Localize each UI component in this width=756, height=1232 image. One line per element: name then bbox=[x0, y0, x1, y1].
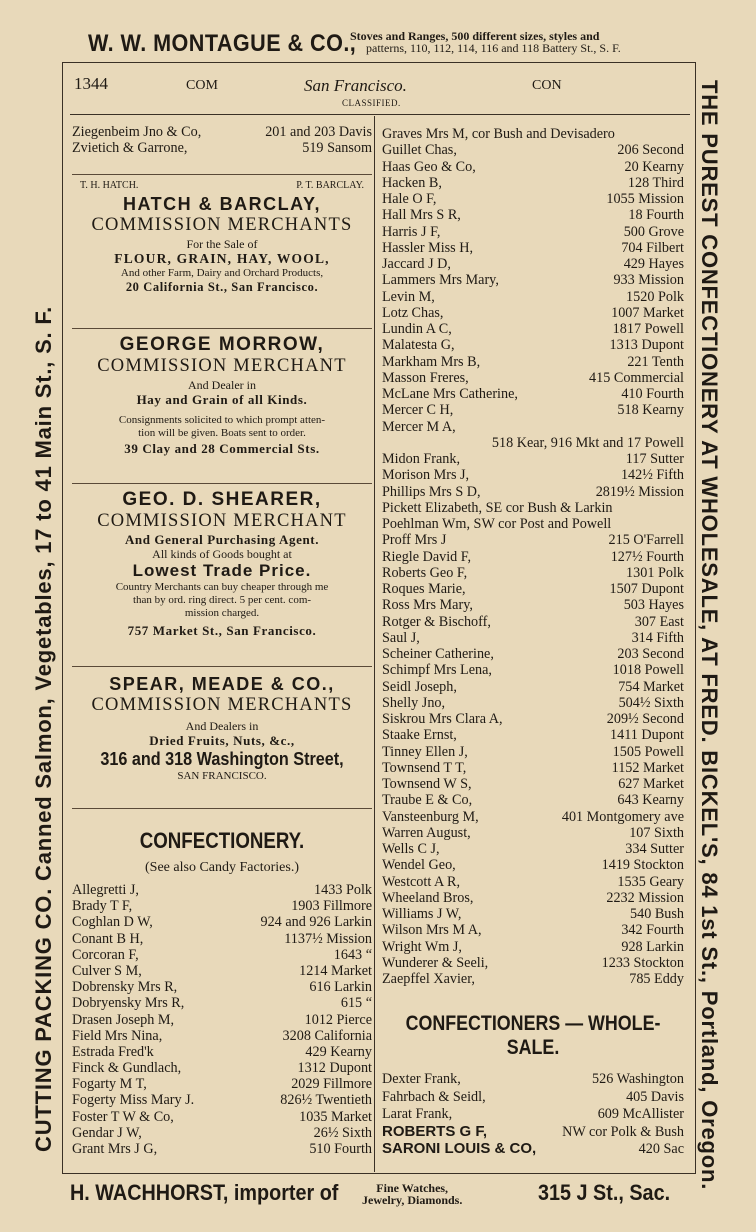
entry-address: 429 Hayes bbox=[623, 256, 684, 272]
entry-name: Shelly Jno, bbox=[382, 694, 446, 711]
entry-name: SARONI LOUIS & CO, bbox=[382, 1140, 537, 1157]
entry-address: 1007 Market bbox=[611, 304, 684, 321]
list-item bbox=[382, 516, 684, 532]
entry-address: 1313 Dupont bbox=[609, 337, 684, 354]
entry-name: Dexter Frank, bbox=[382, 1071, 461, 1087]
entry-address: 510 Fourth bbox=[309, 1141, 372, 1157]
entry-name: Malatesta G, bbox=[382, 337, 455, 354]
entry-address: 1035 Market bbox=[299, 1108, 372, 1125]
list-item bbox=[382, 662, 684, 678]
list-item bbox=[382, 1089, 684, 1107]
entry-name: Schimpf Mrs Lena, bbox=[382, 662, 492, 679]
entry-name: Siskrou Mrs Clara A, bbox=[382, 711, 503, 727]
montague-name: W. W. MONTAGUE & CO., bbox=[88, 30, 357, 57]
entry-address: 704 Filbert bbox=[621, 239, 684, 256]
entry-name: Allegretti J, bbox=[72, 882, 139, 898]
list-item: Zvietich & Garrone, 519 Sansom bbox=[72, 140, 372, 157]
entry-name: Larat Frank, bbox=[382, 1106, 453, 1122]
list-item bbox=[72, 979, 372, 995]
entry-address: 928 Larkin bbox=[621, 938, 684, 955]
entry-name: Wendel Geo, bbox=[382, 857, 456, 874]
entry-address: 117 Sutter bbox=[625, 451, 684, 467]
entry-name: Midon Frank, bbox=[382, 451, 461, 467]
list-item bbox=[382, 711, 684, 727]
entry-address: 342 Fourth bbox=[621, 922, 684, 939]
entry-name: Staake Ernst, bbox=[382, 727, 457, 744]
list-item bbox=[382, 224, 684, 240]
entry-name: Coghlan D W, bbox=[72, 914, 153, 931]
list-item bbox=[382, 614, 684, 630]
list-item bbox=[382, 890, 684, 906]
entry-address: 206 Second bbox=[617, 142, 684, 159]
list-item bbox=[382, 305, 684, 321]
entry-address: 616 Larkin bbox=[309, 979, 372, 996]
ad-separator bbox=[72, 808, 372, 809]
list-item bbox=[382, 565, 684, 581]
entry-address: 107 Sixth bbox=[629, 824, 684, 841]
entry-name: Guillet Chas, bbox=[382, 142, 457, 159]
entry-name: ROBERTS G F, bbox=[382, 1122, 488, 1140]
list-item bbox=[382, 874, 684, 890]
list-item bbox=[382, 581, 684, 597]
entry-address: 1507 Dupont bbox=[609, 581, 684, 597]
entry-name: Westcott A R, bbox=[382, 873, 461, 890]
ad-geo-shearer: GEO. D. SHEARER, COMMISSION MERCHANT And General Purchasing Agent. All kinds of Goods bought at Lowest Trade Price. Country Merchants can buy cheaper through me than by ord. ring direct. 5 per cent. com- mission charged. 757 Market St., San Francisco. bbox=[97, 489, 347, 638]
list-item bbox=[382, 256, 684, 272]
entry-address: 142½ Fifth bbox=[620, 467, 684, 484]
list-item bbox=[72, 995, 372, 1011]
entry-address: 1055 Mission bbox=[606, 191, 684, 207]
list-item bbox=[382, 532, 684, 548]
entry-name: Mercer M A, bbox=[382, 418, 456, 435]
list-item bbox=[382, 467, 684, 483]
entry-name: Foster T W & Co, bbox=[72, 1108, 174, 1125]
list-item bbox=[382, 1124, 684, 1142]
entry-name: Corcoran F, bbox=[72, 946, 139, 963]
entry-address: 1411 Dupont bbox=[610, 727, 684, 744]
confectionery-heading: CONFECTIONERY. (See also Candy Factories.) bbox=[139, 828, 305, 875]
entry-address: 307 East bbox=[634, 613, 684, 630]
list-item bbox=[382, 760, 684, 776]
entry-address: 2819½ Mission bbox=[595, 483, 684, 500]
entry-name: Roques Marie, bbox=[382, 581, 466, 597]
list-item bbox=[382, 776, 684, 792]
list-item bbox=[382, 435, 684, 451]
entry-name: Masson Freres, bbox=[382, 369, 469, 386]
page-header bbox=[70, 74, 690, 115]
column-divider bbox=[374, 116, 375, 1172]
entry-address: 334 Sutter bbox=[625, 841, 684, 857]
top-advertisement bbox=[0, 26, 756, 64]
ad-spear-meade: SPEAR, MEADE & CO., COMMISSION MERCHANTS And Dealers in Dried Fruits, Nuts, &c., 316 and 318 Washington Street, SAN FRANCISCO. bbox=[91, 674, 353, 782]
list-item bbox=[72, 914, 372, 930]
list-item bbox=[72, 882, 372, 898]
list-item bbox=[382, 646, 684, 662]
header-classified: CLASSIFIED. bbox=[342, 98, 401, 108]
entry-address: 500 Grove bbox=[623, 223, 684, 240]
entry-address: 518 Kearny bbox=[617, 402, 684, 419]
entry-address: 209½ Second bbox=[606, 711, 684, 727]
confectionery-right-list bbox=[382, 126, 684, 987]
entry-name: Hassler Miss H, bbox=[382, 239, 474, 256]
entry-address: 826½ Twentieth bbox=[280, 1092, 372, 1109]
list-item bbox=[72, 931, 372, 947]
bottom-advertisement: H. WACHHORST, importer of Fine Watches, Jewelry, Diamonds. 315 J St., Sac. bbox=[70, 1180, 671, 1207]
list-item bbox=[72, 963, 372, 979]
entry-address: 643 Kearny bbox=[617, 792, 684, 809]
entry-address: 526 Washington bbox=[592, 1071, 684, 1087]
entry-address: 26½ Sixth bbox=[313, 1124, 372, 1141]
entry-address: 203 Second bbox=[617, 646, 684, 662]
entry-name: Hacken B, bbox=[382, 174, 442, 191]
entry-name: Warren August, bbox=[382, 824, 471, 841]
entry-name: Poehlman Wm, SW cor Post and Powell bbox=[382, 516, 612, 532]
entry-address: 415 Commercial bbox=[589, 369, 684, 386]
entry-name: Pickett Elizabeth, SE cor Bush & Larkin bbox=[382, 499, 613, 516]
entry-name: Saul J, bbox=[382, 629, 420, 646]
entry-name: Lammers Mrs Mary, bbox=[382, 272, 499, 289]
list-item bbox=[382, 272, 684, 288]
entry-address: 1433 Polk bbox=[314, 882, 372, 898]
entry-name: Wunderer & Seeli, bbox=[382, 954, 489, 971]
list-item bbox=[382, 419, 684, 435]
list-item bbox=[72, 1012, 372, 1028]
entry-name: Wheeland Bros, bbox=[382, 889, 474, 906]
ad-separator bbox=[72, 666, 372, 667]
entry-name: Traube E & Co, bbox=[382, 792, 473, 809]
entry-address: 1419 Stockton bbox=[601, 857, 684, 874]
entry-name: Dobryensky Mrs R, bbox=[72, 995, 185, 1012]
entry-address: 503 Hayes bbox=[623, 597, 684, 614]
entry-name: Mercer C H, bbox=[382, 402, 454, 419]
entry-address: 2232 Mission bbox=[606, 889, 684, 906]
confectionery-left-list bbox=[72, 882, 372, 1157]
list-item bbox=[72, 1109, 372, 1125]
list-item bbox=[382, 792, 684, 808]
list-item bbox=[382, 370, 684, 386]
entry-name: Roberts Geo F, bbox=[382, 564, 468, 581]
entry-address: 754 Market bbox=[618, 678, 684, 695]
entry-name: Phillips Mrs S D, bbox=[382, 483, 481, 500]
entry-name: Drasen Joseph M, bbox=[72, 1011, 175, 1028]
entry-address: 420 Sac bbox=[638, 1141, 684, 1157]
list-item bbox=[382, 159, 684, 175]
entry-address: 314 Fifth bbox=[631, 629, 684, 646]
entry-name: Tinney Ellen J, bbox=[382, 743, 468, 760]
list-item bbox=[72, 1076, 372, 1092]
entry-name: Seidl Joseph, bbox=[382, 678, 457, 695]
entry-name: Markham Mrs B, bbox=[382, 353, 481, 370]
list-item bbox=[382, 484, 684, 500]
entry-address: 1152 Market bbox=[611, 759, 684, 776]
list-item bbox=[72, 1028, 372, 1044]
entry-address: 785 Eddy bbox=[629, 971, 684, 987]
entry-name: Grant Mrs J G, bbox=[72, 1141, 158, 1157]
list-item bbox=[382, 922, 684, 938]
entry-address: 127½ Fourth bbox=[610, 548, 684, 565]
entry-address: 540 Bush bbox=[630, 906, 684, 922]
list-item bbox=[382, 955, 684, 971]
list-item bbox=[382, 207, 684, 223]
entry-address: 1233 Stockton bbox=[601, 954, 684, 971]
entry-address: 221 Tenth bbox=[627, 353, 684, 370]
entry-address: 429 Kearny bbox=[305, 1043, 372, 1060]
entry-name: Jaccard J D, bbox=[382, 256, 451, 272]
entry-address: 1520 Polk bbox=[626, 288, 684, 305]
list-item bbox=[382, 1141, 684, 1159]
entry-name: Wells C J, bbox=[382, 841, 440, 857]
header-left-word: COM bbox=[186, 78, 218, 93]
right-margin-advertisement: THE PUREST CONFECTIONERY AT WHOLESALE, AT FRED. BICKEL'S, 84 1st St., Portland, Oregon. bbox=[697, 80, 722, 1191]
entry-address: 3208 California bbox=[282, 1027, 372, 1044]
entry-name: Vansteenburg M, bbox=[382, 808, 479, 825]
entry-name: Graves Mrs M, cor Bush and Devisadero bbox=[382, 126, 615, 142]
entry-name: Lotz Chas, bbox=[382, 304, 444, 321]
list-item bbox=[382, 727, 684, 743]
list-item bbox=[382, 841, 684, 857]
ad-george-morrow: GEORGE MORROW, COMMISSION MERCHANT And Dealer in Hay and Grain of all Kinds. Consignments solicited to which prompt atten- tion will be given. Boats sent to order. 39 Clay and 28 Commercial Sts. bbox=[97, 334, 347, 456]
list-item bbox=[382, 597, 684, 613]
entry-address: 1012 Pierce bbox=[304, 1011, 372, 1028]
entry-name: Townsend W S, bbox=[382, 776, 472, 792]
header-city: San Francisco. bbox=[304, 76, 407, 95]
entry-name: Levin M, bbox=[382, 288, 435, 305]
list-item bbox=[382, 939, 684, 955]
list-item bbox=[382, 906, 684, 922]
entry-name: Wright Wm J, bbox=[382, 938, 462, 955]
entry-address: 2029 Fillmore bbox=[291, 1076, 372, 1093]
list-item bbox=[382, 857, 684, 873]
list-item bbox=[382, 402, 684, 418]
list-item bbox=[382, 126, 684, 142]
entry-name: Riegle David F, bbox=[382, 548, 472, 565]
list-item bbox=[382, 354, 684, 370]
list-item bbox=[72, 1141, 372, 1157]
list-item bbox=[72, 898, 372, 914]
entry-name: Harris J F, bbox=[382, 223, 441, 240]
entry-name: McLane Mrs Catherine, bbox=[382, 386, 518, 402]
entry-name: Townsend T T, bbox=[382, 759, 467, 776]
entry-address: 18 Fourth bbox=[628, 207, 684, 224]
list-item bbox=[72, 947, 372, 963]
left-margin-advertisement: CUTTING PACKING CO. Canned Salmon, Vegetables, 17 to 41 Main St., S. F. bbox=[31, 305, 56, 1152]
ad-separator bbox=[72, 328, 372, 329]
entry-address: 1903 Fillmore bbox=[291, 898, 372, 915]
list-item bbox=[382, 321, 684, 337]
list-item bbox=[72, 1044, 372, 1060]
list-item bbox=[382, 809, 684, 825]
entry-name: Hall Mrs S R, bbox=[382, 207, 461, 224]
entry-name: Hale O F, bbox=[382, 191, 437, 207]
entry-name: Williams J W, bbox=[382, 906, 462, 922]
list-item bbox=[382, 679, 684, 695]
montague-details: Stoves and Ranges, 500 different sizes, styles and patterns, 110, 112, 114, 116 and 118 Battery St., S. F. bbox=[350, 29, 621, 55]
list-item bbox=[382, 971, 684, 987]
entry-name: Morison Mrs J, bbox=[382, 467, 470, 484]
entry-name: Finck & Gundlach, bbox=[72, 1060, 182, 1077]
entry-address: 20 Kearny bbox=[624, 158, 684, 175]
list-item: Ziegenbeim Jno & Co, 201 and 203 Davis bbox=[72, 124, 372, 140]
entry-address: 1535 Geary bbox=[617, 873, 684, 890]
entry-name: Haas Geo & Co, bbox=[382, 158, 476, 175]
entry-address: 615 “ bbox=[340, 995, 372, 1012]
list-item bbox=[72, 1060, 372, 1076]
list-item bbox=[382, 825, 684, 841]
list-item bbox=[382, 500, 684, 516]
entry-name: Conant B H, bbox=[72, 930, 144, 947]
entry-address: 1301 Polk bbox=[626, 564, 684, 581]
wholesale-heading: CONFECTIONERS — WHOLE- SALE. bbox=[405, 1012, 661, 1059]
entry-address: 410 Fourth bbox=[621, 386, 684, 402]
entry-name: Fogarty M T, bbox=[72, 1076, 147, 1093]
entry-address: 405 Davis bbox=[626, 1088, 684, 1105]
entry-address: NW cor Polk & Bush bbox=[562, 1123, 684, 1140]
page-number: 1344 bbox=[74, 74, 108, 93]
entry-name: Dobrensky Mrs R, bbox=[72, 979, 178, 996]
entry-address: 933 Mission bbox=[613, 272, 684, 289]
entry-name: Estrada Fred'k bbox=[72, 1043, 154, 1060]
entry-address: 401 Montgomery ave bbox=[561, 808, 684, 825]
entry-address: 1312 Dupont bbox=[297, 1060, 372, 1077]
list-item bbox=[72, 1125, 372, 1141]
entry-name: Brady T F, bbox=[72, 898, 133, 915]
list-item bbox=[382, 549, 684, 565]
entry-address: 1018 Powell bbox=[612, 662, 684, 679]
list-item bbox=[382, 240, 684, 256]
entry-address: 518 Kear, 916 Mkt and 17 Powell bbox=[491, 434, 684, 451]
entry-address: 627 Market bbox=[618, 776, 684, 792]
entry-name: Field Mrs Nina, bbox=[72, 1027, 163, 1044]
entry-address: 128 Third bbox=[627, 174, 684, 191]
list-item bbox=[382, 744, 684, 760]
list-item bbox=[382, 695, 684, 711]
entry-address: 504½ Sixth bbox=[618, 694, 684, 711]
ad-separator bbox=[72, 174, 372, 175]
list-item bbox=[382, 386, 684, 402]
entry-address: 1214 Market bbox=[299, 962, 372, 979]
list-item bbox=[382, 1071, 684, 1089]
entry-name: Culver S M, bbox=[72, 962, 142, 979]
entry-name: Scheiner Catherine, bbox=[382, 646, 494, 662]
ad-hatch-barclay: T. H. HATCH. P. T. BARCLAY. HATCH & BARCLAY, COMMISSION MERCHANTS For the Sale of FLOUR, GRAIN, HAY, WOOL, And other Farm, Dairy and Orchard Products, 20 California St., San Francisco. bbox=[80, 180, 364, 294]
entry-name: Lundin A C, bbox=[382, 321, 452, 337]
list-item bbox=[382, 1106, 684, 1124]
list-item bbox=[382, 191, 684, 207]
entry-address: 215 O'Farrell bbox=[608, 532, 684, 549]
wholesale-list bbox=[382, 1071, 684, 1159]
entry-address: 609 McAllister bbox=[597, 1106, 684, 1122]
ad-separator bbox=[72, 483, 372, 484]
entry-address: 1505 Powell bbox=[612, 743, 684, 760]
list-item bbox=[382, 630, 684, 646]
entry-address: 1137½ Mission bbox=[284, 930, 372, 947]
list-item bbox=[382, 142, 684, 158]
entry-name: Fahrbach & Seidl, bbox=[382, 1088, 486, 1105]
entry-address: 924 and 926 Larkin bbox=[260, 914, 372, 931]
left-top-entries bbox=[72, 124, 372, 157]
entry-name: Gendar J W, bbox=[72, 1124, 142, 1141]
entry-name: Proff Mrs J bbox=[382, 532, 447, 549]
list-item bbox=[72, 1092, 372, 1108]
entry-name: Wilson Mrs M A, bbox=[382, 922, 482, 939]
list-item bbox=[382, 451, 684, 467]
entry-address: 1817 Powell bbox=[612, 321, 684, 337]
entry-name: Zaepffel Xavier, bbox=[382, 971, 475, 987]
entry-name: Ross Mrs Mary, bbox=[382, 597, 473, 614]
header-right-word: CON bbox=[532, 78, 562, 93]
list-item bbox=[382, 337, 684, 353]
list-item bbox=[382, 289, 684, 305]
entry-address: 1643 “ bbox=[333, 946, 372, 963]
entry-name: Rotger & Bischoff, bbox=[382, 613, 491, 630]
list-item bbox=[382, 175, 684, 191]
entry-name: Fogerty Miss Mary J. bbox=[72, 1092, 195, 1109]
